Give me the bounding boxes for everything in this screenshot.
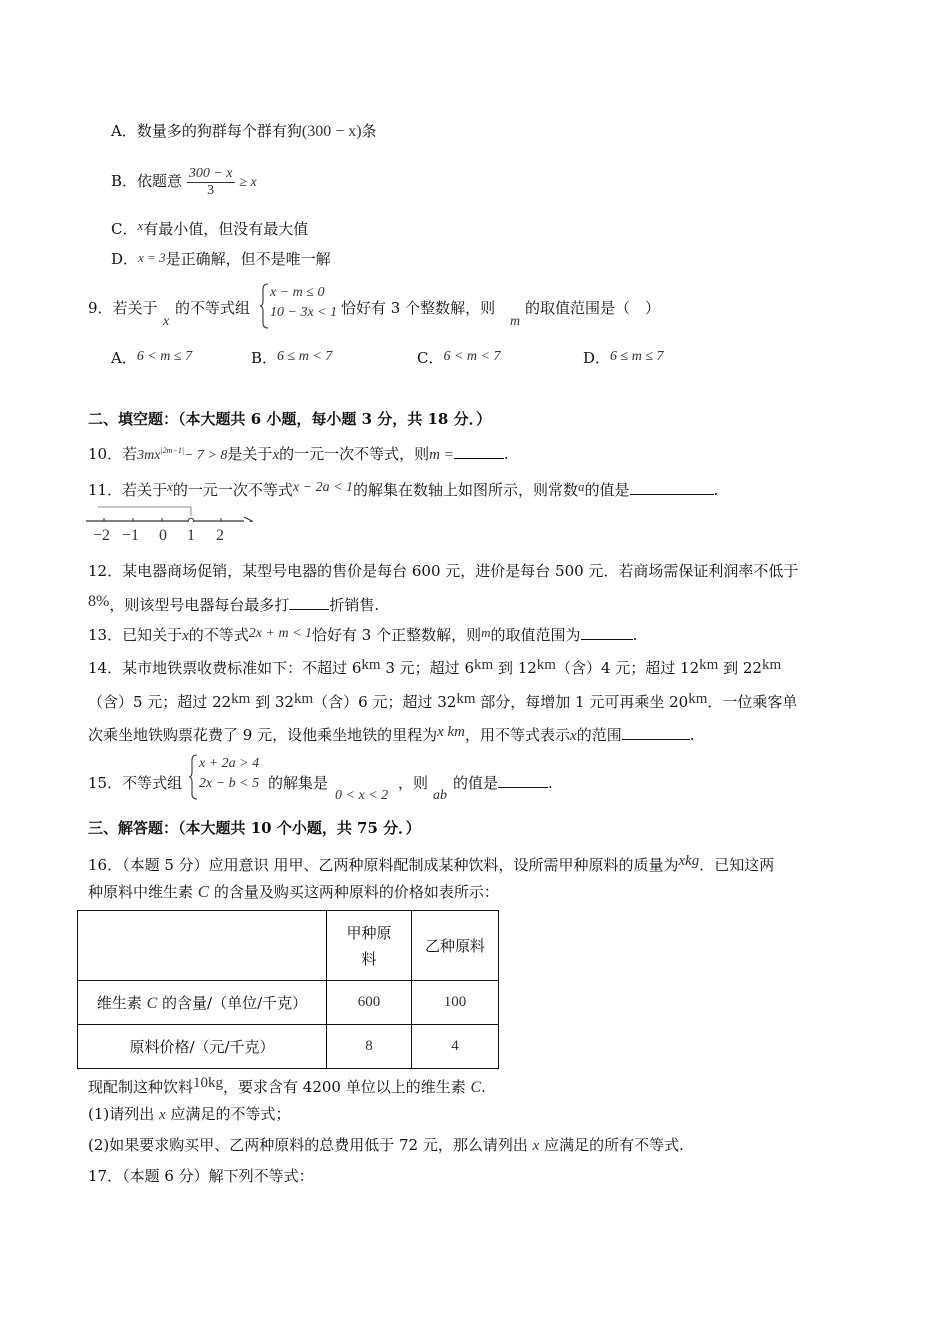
q15-text-a: 15．不等式组 bbox=[88, 774, 183, 792]
q9-text-b: 的不等式组 bbox=[175, 299, 251, 317]
answer-blank[interactable] bbox=[630, 480, 714, 495]
open-circle-icon bbox=[188, 518, 194, 522]
q9-var-m: m bbox=[510, 314, 521, 329]
q13: 13．已知关于x的不等式2x + m < 1恰好有 3 个正整数解，则m的取值范围为 . bbox=[88, 625, 638, 644]
table-row bbox=[78, 1025, 499, 1069]
table-row-label: 维生素 C 的含量/（单位/千克） bbox=[78, 981, 327, 1025]
q9-option-d: D．6 ≤ m ≤ 7 bbox=[583, 349, 664, 367]
q11: 11．若关于x的一元一次不等式x − 2a < 1的解集在数轴上如图所示，则常数a的值是 . bbox=[88, 479, 719, 499]
table-row-label: 原料价格/（元/千克） bbox=[78, 1025, 327, 1069]
table-header-empty bbox=[78, 911, 327, 981]
ingredient-table bbox=[77, 910, 499, 1069]
q15-var-ab: ab bbox=[433, 788, 447, 803]
table-row bbox=[78, 981, 499, 1025]
q17: 17．（本题 6 分）解下列不等式： bbox=[88, 1167, 314, 1185]
q9-text-d: 的取值范围是（ ） bbox=[525, 299, 661, 317]
q14-line-2: （含）5 元；超过 22km 到 32km（含）6 元；超过 32km 部分，每增加 1 元可再乘坐 20km．一位乘客单 bbox=[88, 691, 798, 711]
q14-line-3: 次乘坐地铁购票花费了 9 元，设他乘坐地铁的里程为x km，用不等式表示x的范围 . bbox=[88, 724, 695, 744]
q16-line-2: 种原料中维生素 C 的含量及购买这两种原料的价格如表所示： bbox=[88, 882, 499, 901]
axis-label: 0 bbox=[159, 527, 167, 544]
table-cell: 100 bbox=[412, 981, 499, 1025]
q8-option-d: D．x = 3是正确解，但不是唯一解 bbox=[111, 250, 331, 268]
q15-text-d: 的值是 . bbox=[453, 774, 553, 792]
answer-blank[interactable] bbox=[498, 773, 548, 788]
fraction: $\frac{300 - x}{3}$ bbox=[188, 165, 233, 198]
answer-blank[interactable] bbox=[581, 625, 633, 640]
q8-option-c: C．x有最小值，但没有最大值 bbox=[111, 218, 309, 238]
section-2-title: 二、填空题：（本大题共 6 小题，每小题 3 分，共 18 分．） bbox=[88, 410, 492, 428]
table-cell: 600 bbox=[327, 981, 412, 1025]
arrow-right-icon bbox=[244, 517, 252, 522]
q9-text-a: 9．若关于 bbox=[88, 299, 158, 317]
q9-option-c: C．6 < m < 7 bbox=[417, 349, 501, 367]
q12-line-2: 8%，则该型号电器每台最多打 折销售. bbox=[88, 593, 380, 614]
q16-after-table: 现配制这种饮料10kg，要求含有 4200 单位以上的维生素 C. bbox=[88, 1075, 486, 1096]
axis-label: 1 bbox=[187, 527, 195, 544]
table-header-a: 甲种原 料 bbox=[327, 911, 412, 981]
table-header-row bbox=[78, 911, 499, 981]
q9-text-c: 恰好有 3 个整数解，则 bbox=[341, 299, 496, 317]
answer-blank[interactable] bbox=[454, 444, 504, 459]
table-cell: 8 bbox=[327, 1025, 412, 1069]
q10: 10．若$3mx^{|2m-1|}- 7 > 8$是关于x的一元一次不等式，则m = . bbox=[88, 445, 509, 463]
q15-system: x + 2a > 4 2x − b < 5 bbox=[199, 756, 260, 791]
section-3-title: 三、解答题：（本大题共 10 个小题，共 75 分．） bbox=[88, 819, 421, 837]
q8-option-b: B．依题意 $\frac{300 - x}{3}$ ≥ x bbox=[111, 165, 257, 198]
answer-blank[interactable] bbox=[622, 725, 690, 740]
q9-var-x: x bbox=[163, 314, 170, 329]
q15-text-c: ，则 bbox=[398, 774, 429, 792]
brace-icon bbox=[188, 754, 198, 800]
q9-system: x − m ≤ 0 10 − 3x < 1 bbox=[270, 285, 338, 320]
answer-blank[interactable] bbox=[289, 595, 329, 610]
axis-label: −2 bbox=[93, 527, 111, 544]
q16-part-2: (2)如果要求购买甲、乙两种原料的总费用低于 72 元，那么请列出 x 应满足的所有不等式. bbox=[88, 1136, 684, 1154]
q16-line-1: 16．（本题 5 分）应用意识 用甲、乙两种原料配制成某种饮料，设所需甲种原料的质量为xkg．已知这两 bbox=[88, 853, 775, 874]
table-cell: 4 bbox=[412, 1025, 499, 1069]
q8-option-a: A．数量多的狗群每个群有狗(300 − x)条 bbox=[111, 122, 377, 140]
axis-label: −1 bbox=[122, 527, 140, 544]
q15-text-b: 的解集是 bbox=[268, 774, 329, 792]
q15-solution: 0 < x < 2 bbox=[335, 788, 389, 803]
table-header-b: 乙种原料 bbox=[412, 911, 499, 981]
q16-part-1: (1)请列出 x 应满足的不等式； bbox=[88, 1105, 291, 1123]
q9-option-a: A．6 < m ≤ 7 bbox=[111, 349, 193, 367]
axis-label: 2 bbox=[216, 527, 224, 544]
q12-line-1: 12．某电器商场促销，某型号电器的售价是每台 600 元，进价是每台 500 元．若商场需保证利润率不低于 bbox=[88, 562, 799, 580]
number-line bbox=[86, 504, 256, 522]
q14-line-1: 14．某市地铁票收费标准如下：不超过 6km 3 元；超过 6km 到 12km（含）4 元；超过 12km 到 22km bbox=[88, 657, 782, 677]
brace-icon bbox=[259, 283, 269, 329]
q9-option-b: B．6 ≤ m < 7 bbox=[251, 349, 333, 367]
